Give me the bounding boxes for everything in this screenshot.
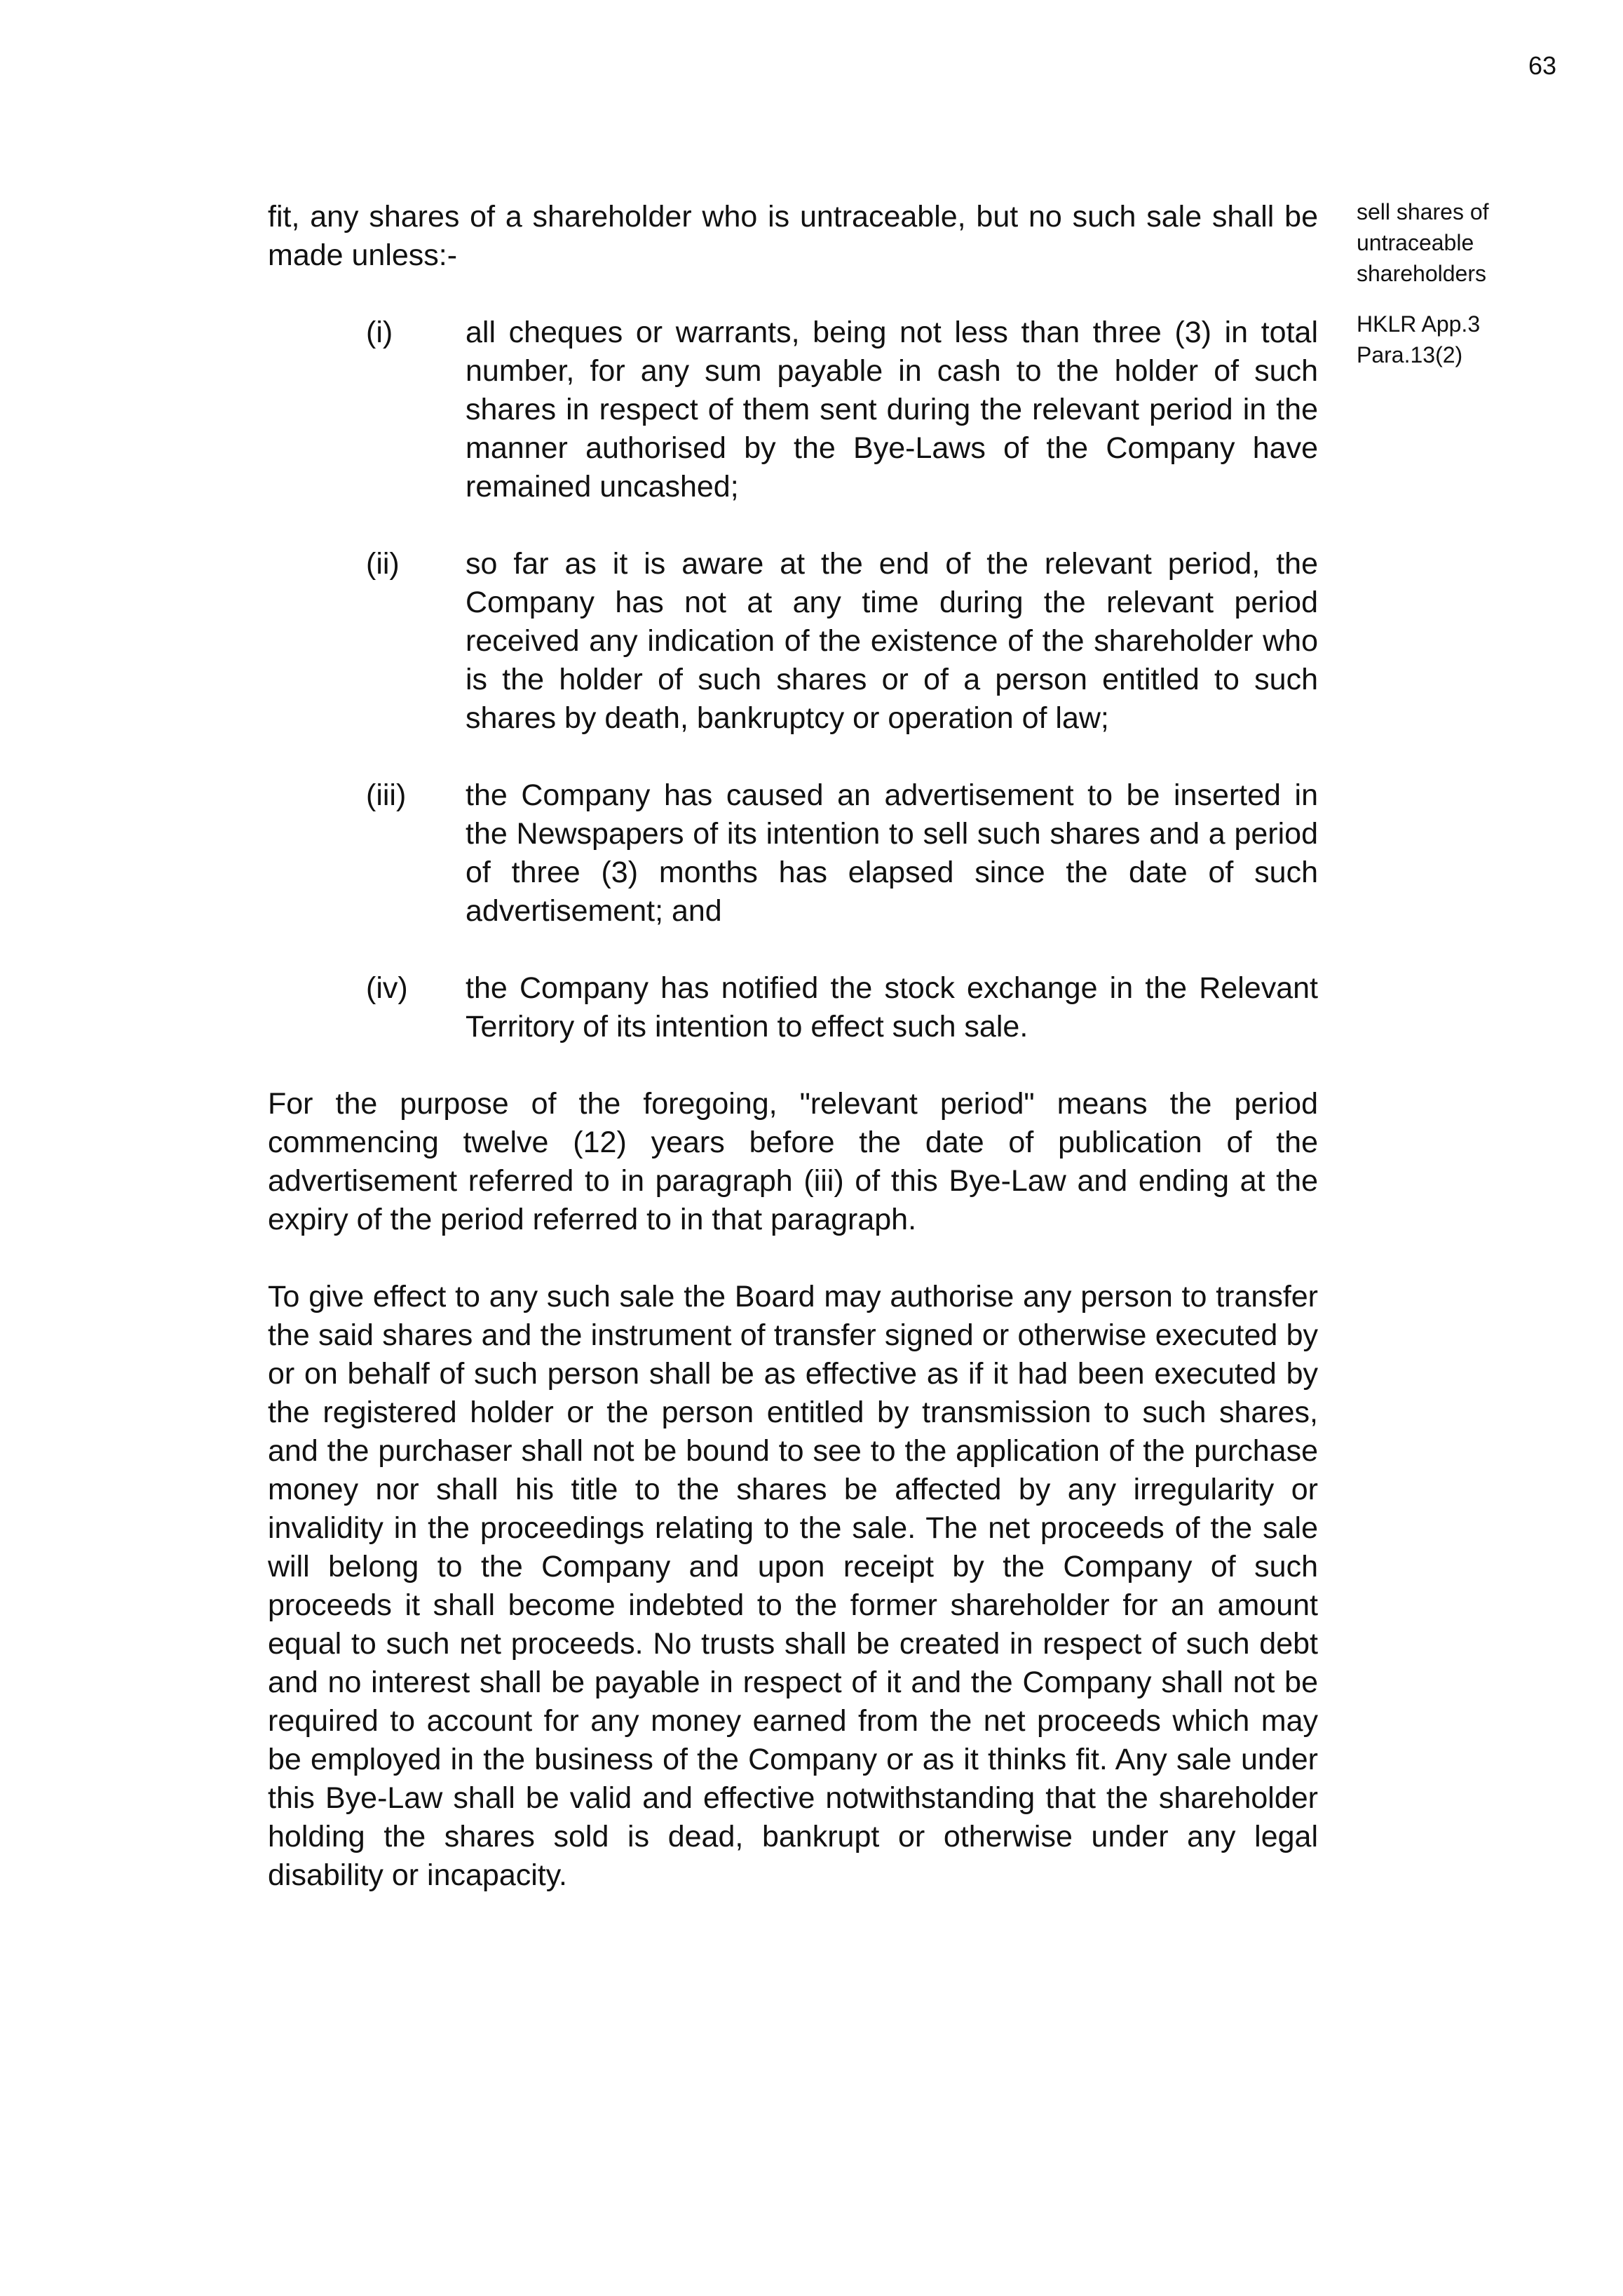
condition-item-iii [268,776,1318,931]
document-body [268,198,1318,1895]
condition-number: (iii) [366,778,407,812]
condition-text: the Company has notified the stock exchange in the Relevant Territory of its intention to effect such sale. [466,971,1318,1044]
margin-note-line: untraceable [1357,230,1474,255]
condition-text: the Company has caused an advertisement to be inserted in the Newspapers of its intention to sell such shares and a period of three (3) months has elapsed since the date of such advertisement; and [466,778,1318,928]
margin-note-line: Para.13(2) [1357,342,1463,367]
condition-number: (iv) [366,971,408,1005]
margin-note-line: HKLR App.3 [1357,311,1481,337]
condition-item-iv [268,969,1318,1046]
margin-note-line: shareholders [1357,261,1486,286]
sale-effect-paragraph: To give effect to any such sale the Board may authorise any person to transfer the said shares and the instrument of transfer signed or otherwise executed by or on behalf of such person shall be as effective as if it had been executed by the registered holder or the person entitled by transmission to such shares, and the purchaser shall not be bound to see to the application of the purchase money nor shall his title to the shares be affected by any irregularity or invalidity in the proceedings relating to the sale. The net proceeds of the sale will belong to the Company and upon receipt by the Company of such proceeds it shall become indebted to the former shareholder for an amount equal to such net proceeds. No trusts shall be created in respect of such debt and no interest shall be payable in respect of it and the Company shall not be required to account for any money earned from the net proceeds which may be employed in the business of the Company or as it thinks fit. Any sale under this Bye-Law shall be valid and effective notwithstanding that the shareholder holding the shares sold is dead, bankrupt or otherwise under any legal disability or incapacity. [268,1280,1318,1892]
margin-notes [1357,196,1581,390]
page-number: 63 [1528,51,1556,80]
relevant-period-definition-paragraph: For the purpose of the foregoing, "relevant period" means the period commencing twelve (12) years before the date of publication of the advertisement referred to in paragraph (iii) of this Bye-Law and ending at the expiry of the period referred to in that paragraph. [268,1087,1318,1236]
sale-conditions-list [268,313,1318,1046]
intro-paragraph: fit, any shares of a shareholder who is untraceable, but no such sale shall be made unless:- [268,200,1318,272]
condition-text: so far as it is aware at the end of the relevant period, the Company has not at any time during the relevant period received any indication of the existence of the shareholder who is the holder of such shares or of a person entitled to such shares by death, bankruptcy or operation of law; [466,547,1318,735]
margin-note-line: sell shares of [1357,199,1489,224]
condition-number: (i) [366,316,393,349]
condition-item-i [268,313,1318,506]
margin-note-sell-shares [1357,196,1581,289]
margin-note-hklr-reference [1357,309,1581,370]
condition-text: all cheques or warrants, being not less than three (3) in total number, for any sum payable in cash to the holder of such shares in respect of them sent during the relevant period in the manner authorised by the Bye-Laws of the Company have remained uncashed; [466,316,1318,504]
condition-item-ii [268,545,1318,738]
condition-number: (ii) [366,547,400,581]
